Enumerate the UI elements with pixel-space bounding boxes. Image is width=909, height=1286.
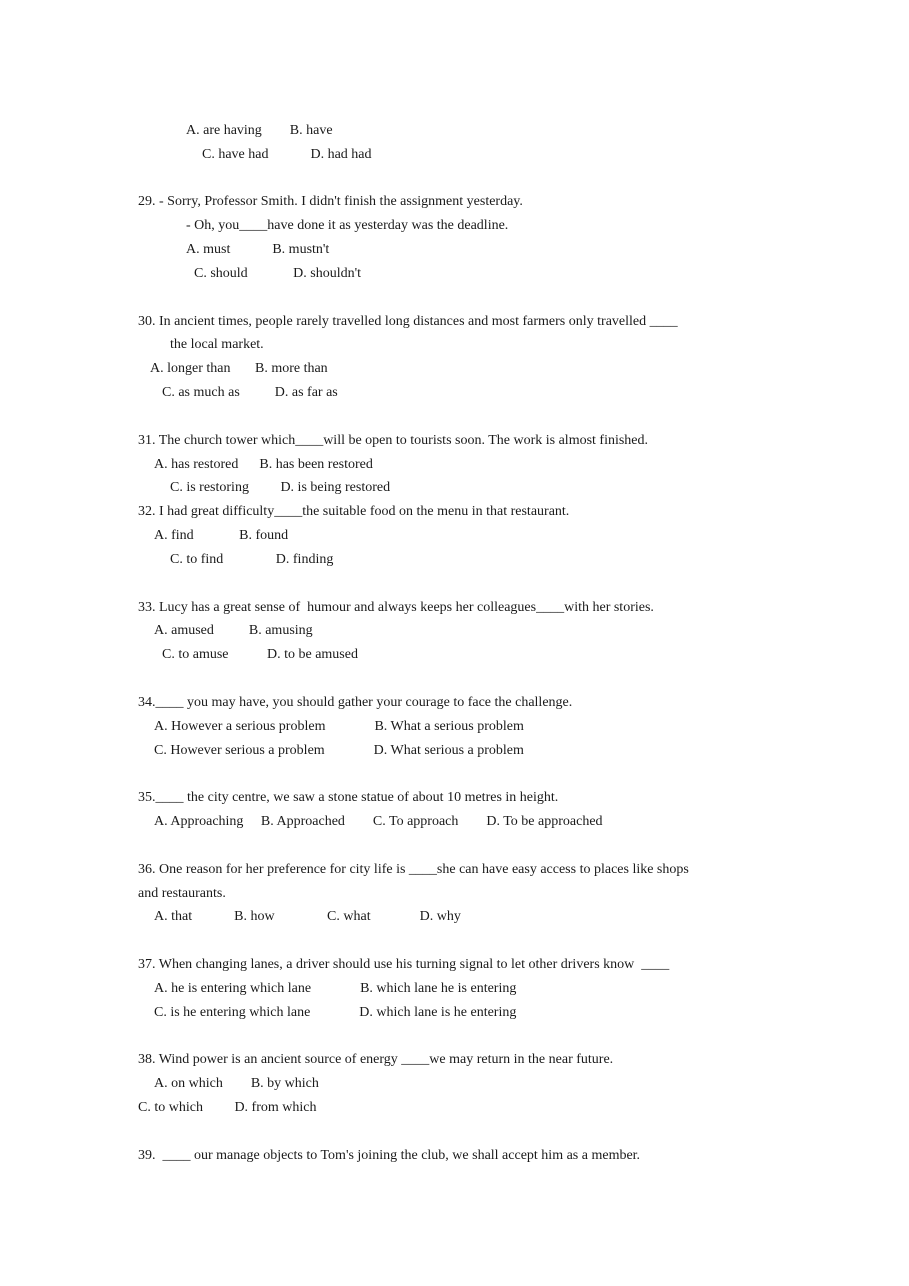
q30-options-ab: A. longer than B. more than: [150, 361, 328, 376]
q33-stem: 33. Lucy has a great sense of humour and always keeps her colleagues____with her stories.: [138, 600, 654, 615]
q31-stem: 31. The church tower which____will be open to tourists soon. The work is almost finished.: [138, 433, 649, 448]
q29-stem-2: - Oh, you____have done it as yesterday was the deadline.: [186, 218, 509, 233]
q37-options-cd: C. is he entering which lane D. which lane is he entering: [154, 1005, 517, 1020]
q29-options-cd: C. should D. shouldn't: [194, 266, 362, 281]
q39-stem: 39. ____ our manage objects to Tom's joining the club, we shall accept him as a member.: [138, 1148, 641, 1163]
q35-stem: 35.____ the city centre, we saw a stone statue of about 10 metres in height.: [138, 790, 559, 805]
q28-options-ab: A. are having B. have: [186, 123, 333, 138]
q33-options-ab: A. amused B. amusing: [154, 623, 313, 638]
q38-options-cd: C. to which D. from which: [138, 1100, 317, 1115]
q30-options-cd: C. as much as D. as far as: [162, 385, 338, 400]
q37-options-ab: A. he is entering which lane B. which lane he is entering: [154, 981, 517, 996]
q29-options-ab: A. must B. mustn't: [186, 242, 330, 257]
q36-options: A. that B. how C. what D. why: [154, 909, 461, 924]
q32-options-ab: A. find B. found: [154, 528, 289, 543]
q33-options-cd: C. to amuse D. to be amused: [162, 647, 358, 662]
q32-stem: 32. I had great difficulty____the suitable food on the menu in that restaurant.: [138, 504, 570, 519]
q36-stem-2: and restaurants.: [138, 886, 226, 901]
q36-stem: 36. One reason for her preference for city life is ____she can have easy access to places like shops: [138, 862, 689, 877]
q30-stem: 30. In ancient times, people rarely travelled long distances and most farmers only travelled ____: [138, 314, 678, 329]
q29-stem: 29. - Sorry, Professor Smith. I didn't finish the assignment yesterday.: [138, 194, 523, 209]
q30-stem-2: the local market.: [170, 337, 264, 352]
q35-options: A. Approaching B. Approached C. To approach D. To be approached: [154, 814, 603, 829]
q38-options-ab: A. on which B. by which: [154, 1076, 319, 1091]
q37-stem: 37. When changing lanes, a driver should use his turning signal to let other drivers know ____: [138, 957, 670, 972]
q38-stem: 38. Wind power is an ancient source of energy ____we may return in the near future.: [138, 1052, 614, 1067]
q34-options-cd: C. However serious a problem D. What serious a problem: [154, 743, 524, 758]
q34-stem: 34.____ you may have, you should gather your courage to face the challenge.: [138, 695, 573, 710]
q31-options-cd: C. is restoring D. is being restored: [170, 480, 391, 495]
q32-options-cd: C. to find D. finding: [170, 552, 334, 567]
q31-options-ab: A. has restored B. has been restored: [154, 457, 373, 472]
q34-options-ab: A. However a serious problem B. What a serious problem: [154, 719, 524, 734]
q28-options-cd: C. have had D. had had: [202, 147, 372, 162]
